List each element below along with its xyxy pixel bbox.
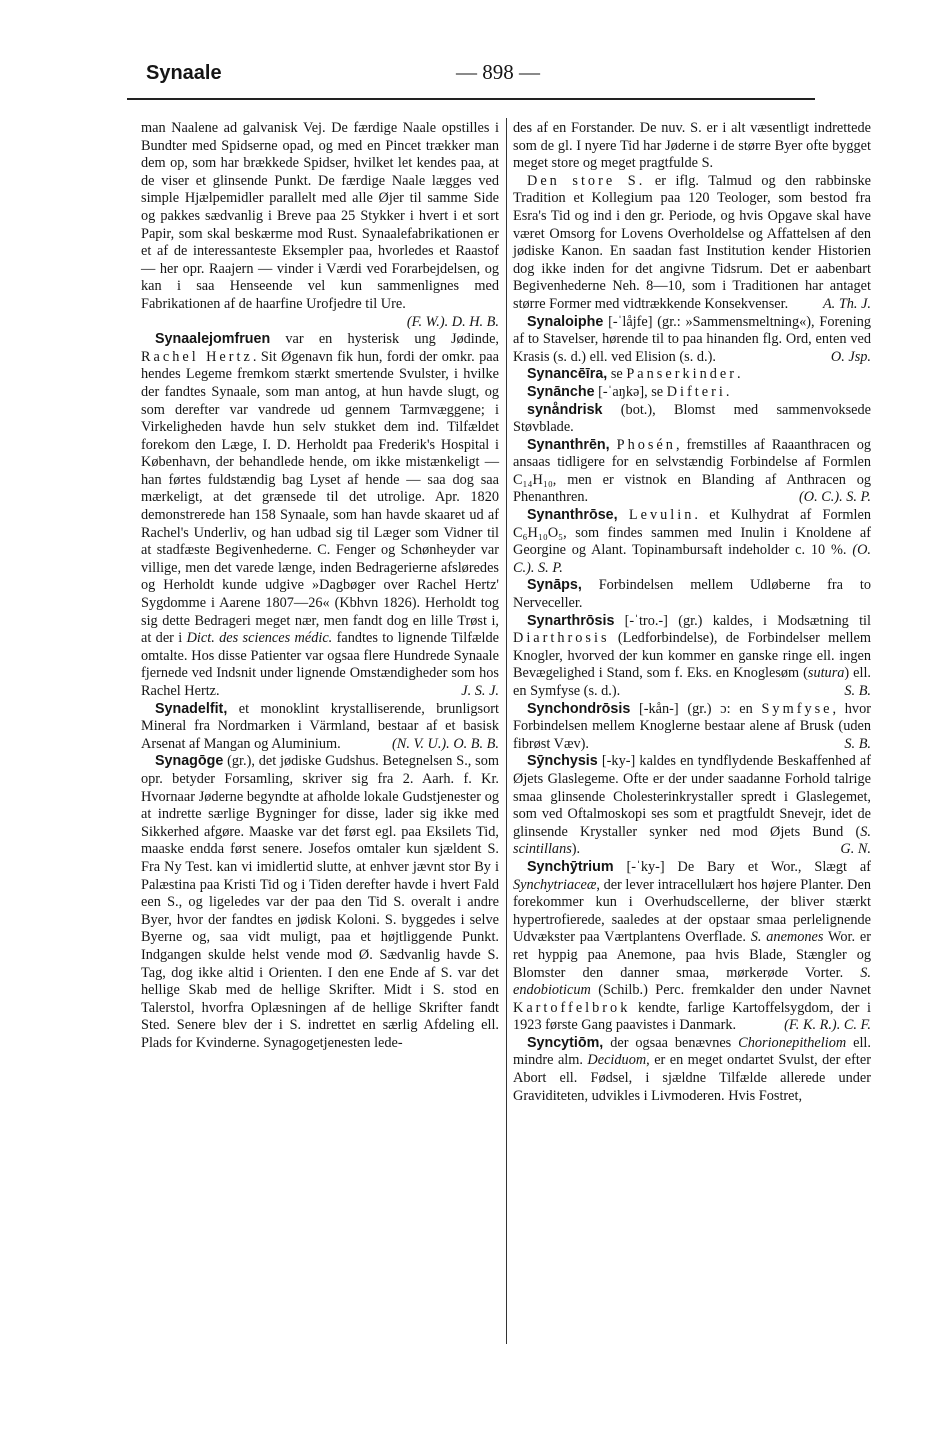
entry-text: , hvor Forbindelsen mellem Knoglerne bestaar alene af Brusk (uden fibrøst Væv). [513,700,871,752]
headword: Synchondrōsis [527,700,631,717]
italic-term: sutura [807,665,845,682]
entry-synchysis [513,753,871,859]
entry-text: . Sit Øgenavn fik hun, fordi der omkr. paa hendes Legeme fremkom stærkt smertende Svulster, i hvilke der fandtes Synaale, som man antog, at hun havde slugt, og som derefter var vandrede ud gennem Tarmvæggene; i Virkeligheden havde hun selv stukket dem ind. Tilfældet forekom den Læge, I. D. Herholdt paa Frederik's Hospital i København, der behandlede hende, om ikke mistænkeligt — han førtes fuldstændig bag Lyset af hende — saa dog saa mærkeligt, at det grænsede til det utrolige. Apr. 1820 demonstrerede han 158 Synaale, som han havde skaaret ud af Rachel's Underliv, og han udbad sig til Læger som Vidner til at stadfæste Begivenhederne. C. Fenger og Schønheyder var villige, men det varede længe, inden Bedragerierne afsløredes og Herholdt kunde udgive »Dagbøger over Rachel Hertz' Sygdomme i Aarene 1807—26« (Kbhvn 1826). Herholdt tog sig dette Bedrageri meget nær, men fandt dog en lille Trøst i, at der i [141,348,499,647]
entry-text: (gr.), det jødiske Gudshus. Betegnelsen S., som opr. betyder Forsamling, skriver sig fra 2. Aarh. f. Kr. Hvornaar Jøderne begyndte at afholde lokale Gudstjenester og at indrette særlige Bygninger for disse, lader sig ikke med Sikkerhed afgøre. Maaske var det først egl. paa Eksilets Tid, maaske endda først senere. Josefos omtaler kun sjældent S. Fra Ny Test. kan vi imidlertid slutte, at enhver jævnt stor By i Palæstina paa Kristi Tid og i Tiden derefter havde i hvert Fald een S., og ligeledes var der paa den Tid S. overalt i andre Byer, hvor der fandtes en jødisk Koloni. S. byggedes i selve Byerne og, saa vidt muligt, paa et højtliggende Punkt. Indgangen skulde helst vende mod Ø. Sædvanlig havde S. Tag, dog ikke altid i Orienten. I den ene Ende af S. var det hellige Skab med de hellige Skrifter. Midt i S. stod en Talerstol, hvorfra Oplæsningen af de hellige Skrifter fandt Sted. Senere blev der i S. indrettet en særlig Afdeling ell. Plads for Kvinderne. Synagogetjenesten lede- [141,753,499,1051]
entry-text: ). [571,841,581,858]
headword: Synanthrēn, [527,436,610,453]
italic-title: Dict. des sciences médic. [186,630,333,647]
signature: A. Th. J. [822,295,871,312]
header-rule [127,98,815,100]
page-number: — 898 — [456,60,540,84]
italic-term: S. scintillans [513,823,871,858]
entry-continuation [513,120,871,173]
entry-synaps [513,577,871,612]
entry-synanthrose [513,507,871,577]
spaced-name: Phosén [616,436,676,453]
entry-text: Forbindelsen mellem Udløberne fra to Nerveceller. [513,577,871,612]
headword: Synānche [527,383,595,400]
spaced-name: Panserkinder [626,366,737,383]
headword: Synanthrōse, [527,507,618,524]
signature: (O. C.). S. P. [513,542,872,576]
entry-text: er iflg. Talmud og den rabbinske Tradition et Kollegium paa 120 Teologer, som bestod fra Esra's Tid og ind i den gr. Periode, og hvis Opgave skal have været Omsorg for Lovens Overholdelse og Affattelsen af den jødiske Kanon. En saadan fast Institution kender Historien dog ikke inden for det angivne Tidsrum. Det er aabenbart Begivenhederne Neh. 8—10, som i Traditionen har antaget større Former med vidtrækkende Konsekvenser. [513,172,871,312]
entry-text: . [725,383,730,400]
entry-text: , er en meget ondartet Svulst, der efter Abort ell. Fødsel, i sjældne Tilfælde allerede under Graviditeten, udvikles i Livmoderen. Hvis Fostret, [513,1052,871,1104]
right-column [513,120,871,1105]
entry-text: [-ˈaŋkə], se [594,383,667,400]
headword: Synāps, [527,577,582,594]
entry-text: , fremstilles af Raaanthracen og ansaas tidligere for en selvstændig Forbindelse af Formlen C₁₄H₁₀, men er vistnok en Blanding af Anthracen og Phenanthren. [513,436,872,506]
entry-text: . et Kulhydrat af Formlen C₆H₁₀O₅, som findes sammen med Inulin i Knoldene af Georgine og Alant. Topinambursaft indeholder c. 10 %. [513,507,871,559]
headword: Synaalejomfruen [155,331,271,348]
italic-term: Deciduom [587,1052,647,1069]
entry-text: var en hysterisk ung Jødinde, [270,331,499,348]
entry-text: ) ell. en Symfyse (s. d.). [513,665,871,699]
entry-text: fandtes to lignende Tilfælde omtalte. Hos disse Patienter var ogsaa flere Hundrede Synaale fjernede ved Indsnit under lignende Omstændigheder som hos Rachel Hertz. [141,630,499,699]
entry-synaloiphe [513,314,871,367]
entry-text: [-ky-] kaldes en tyndflydende Beskaffenhed af Øjets Glaslegeme. Ofte er der under saadanne Forhold talrige smaa glinsende Cholesterinkrystaller spredt i Glaslegemet, som ved Oftalmoskopi ses som et pragtfuldt Snevejr, idet de glinsende Krystaller synker ned mod Øjets Bund ( [513,753,871,840]
entry-synagoge [141,753,499,1052]
entry-text: . [736,366,741,383]
headword: Synarthrōsis [527,612,615,629]
entry-syncytiom [513,1035,871,1105]
left-column [141,120,499,1052]
entry-synaalejomfruen [141,331,499,700]
signature: J. S. J. [461,683,499,699]
entry-text: (bot.), Blomst med sammenvoksede Støvblade. [513,401,871,436]
spaced-name: Difteri [666,383,726,400]
headword: Synagōge [155,753,224,770]
entry-synarthrosis [513,613,871,701]
headword: Sȳnchysis [527,753,598,770]
signature: (N. V. U.). O. B. B. [392,735,499,752]
headword: Syncytiōm, [527,1034,604,1051]
entry-den-store-s [513,173,871,314]
running-head-title: Synaale [146,62,222,84]
headword: Synchȳtrium [527,858,614,875]
italic-term: S. endobioticum [513,964,871,999]
spaced-name: Rachel Hertz [141,348,253,365]
spaced-name: Symfyse [761,700,833,717]
headword: Synancēīra, [527,366,608,383]
signature: (F. W.). D. H. B. [406,313,499,330]
entry-text: kendte, farlige Kartoffelsygdom, der i 1923 første Gang paavistes i Danmark. [513,999,871,1034]
entry-text: et monoklint krystalliserende, brunligsort Mineral fra Nordmarken i Värmland, bestaar af et basisk Arsenat af Mangan og Aluminium. [141,700,499,752]
entry-synadelfit [141,701,499,754]
spaced-name: Levulin [628,507,695,524]
entry-text: se [607,366,627,383]
signature: S. B. [844,683,871,699]
italic-term: Chorionepitheliom [738,1034,847,1051]
entry-text: [-ˈky-] De Bary et Wor., Slægt af [613,858,871,875]
headword: Synadelfit, [155,700,228,717]
entry-continuation [141,120,499,314]
entry-text: man Naalene ad galvanisk Vej. De færdige Naale opstilles i Bundter med Spidserne opad, og med en Pincet trækker man dem op, som har brækkede Spidser, hvilket let kendes paa, at de viser et glinsende Punkt. De færdige Naale lægges ved simple Hjælpemidler parallelt med alle Øjer til samme Side og pakkes sædvanlig i Breve paa 25 Stykker i hvert i et sort Papir, som skal beskærme mod Rust. Synaalefabrikationen er et af de interessanteste Eksempler paa, hvorledes et Raastof — her opr. Raajern — vinder i Værdi ved Forarbejdelsen, og kan i saa Henseende vel kun sammenlignes med Fabrikationen af de haarfine Urofjedre til Ure. [141,120,499,312]
spaced-name: Kartoffelbrok [513,999,631,1016]
entry-text: (Ledforbindelse), de Forbindelser mellem Knogler, hvorved der kun kommer en ganske ringe ell. ingen Bevægelighed i Stand, som f. Eks. en Knoglesøm ( [513,630,871,682]
signature: O. Jsp. [830,348,871,365]
spaced-name: Diarthrosis [513,630,610,647]
entry-synanthren [513,437,871,507]
italic-term: Synchytriaceæ [513,876,597,893]
spaced-name: Den store S. [527,172,646,189]
entry-text: [-ˈlåjfe] (gr.: »Sammensmeltning«), Forening af to Stavelser, hørende til to paa hinanden flg. Ord, enten ved Krasis (s. d.) ell. ved Elision (s. d.). [513,313,871,365]
column-separator [506,118,507,1344]
signature: (O. C.). S. P. [798,489,871,506]
entry-text: (Schilb.) Perc. fremkalder den under Navnet [590,982,871,999]
entry-text: Wor. er ret hyppig paa Anemone, paa hvis Blade, Stængler og Blomster den danner smaa, mørkerøde Vorter. [513,929,871,981]
entry-synanche [513,384,871,402]
headword: Synaloiphe [527,313,604,330]
signature: G. N. [840,841,871,858]
entry-text: [-kån-] (gr.) ɔ: en [630,700,762,717]
entry-synandrisk [513,402,871,437]
headword: synåndrisk [527,401,603,418]
entry-text: , der lever intracellulært hos højere Planter. Den forekommer kun i Overhudscellerne, der bliver stærkt hypertrofierede, saaledes at der opstaar smaa perlelignende Udvækster paa Værtplantens Overflade. [513,876,871,946]
entry-text: des af en Forstander. De nuv. S. er i alt væsentligt indrettede som de gl. I nyere Tid har Jøderne i de større Byer ofte bygget meget store og meget pragtfulde S. [513,120,871,172]
entry-text: [-ˈtro.-] (gr.) kaldes, i Modsætning til [614,612,871,629]
entry-synanceira [513,366,871,384]
signature: S. B. [844,735,871,752]
entry-synchondrosis [513,701,871,754]
entry-synchytrium [513,859,871,1035]
entry-text: ell. mindre alm. [513,1034,871,1069]
entry-text: der ogsaa benævnes [603,1034,739,1051]
signature: (F. K. R.). C. F. [784,1017,871,1034]
italic-term: S. anemones [750,929,824,946]
